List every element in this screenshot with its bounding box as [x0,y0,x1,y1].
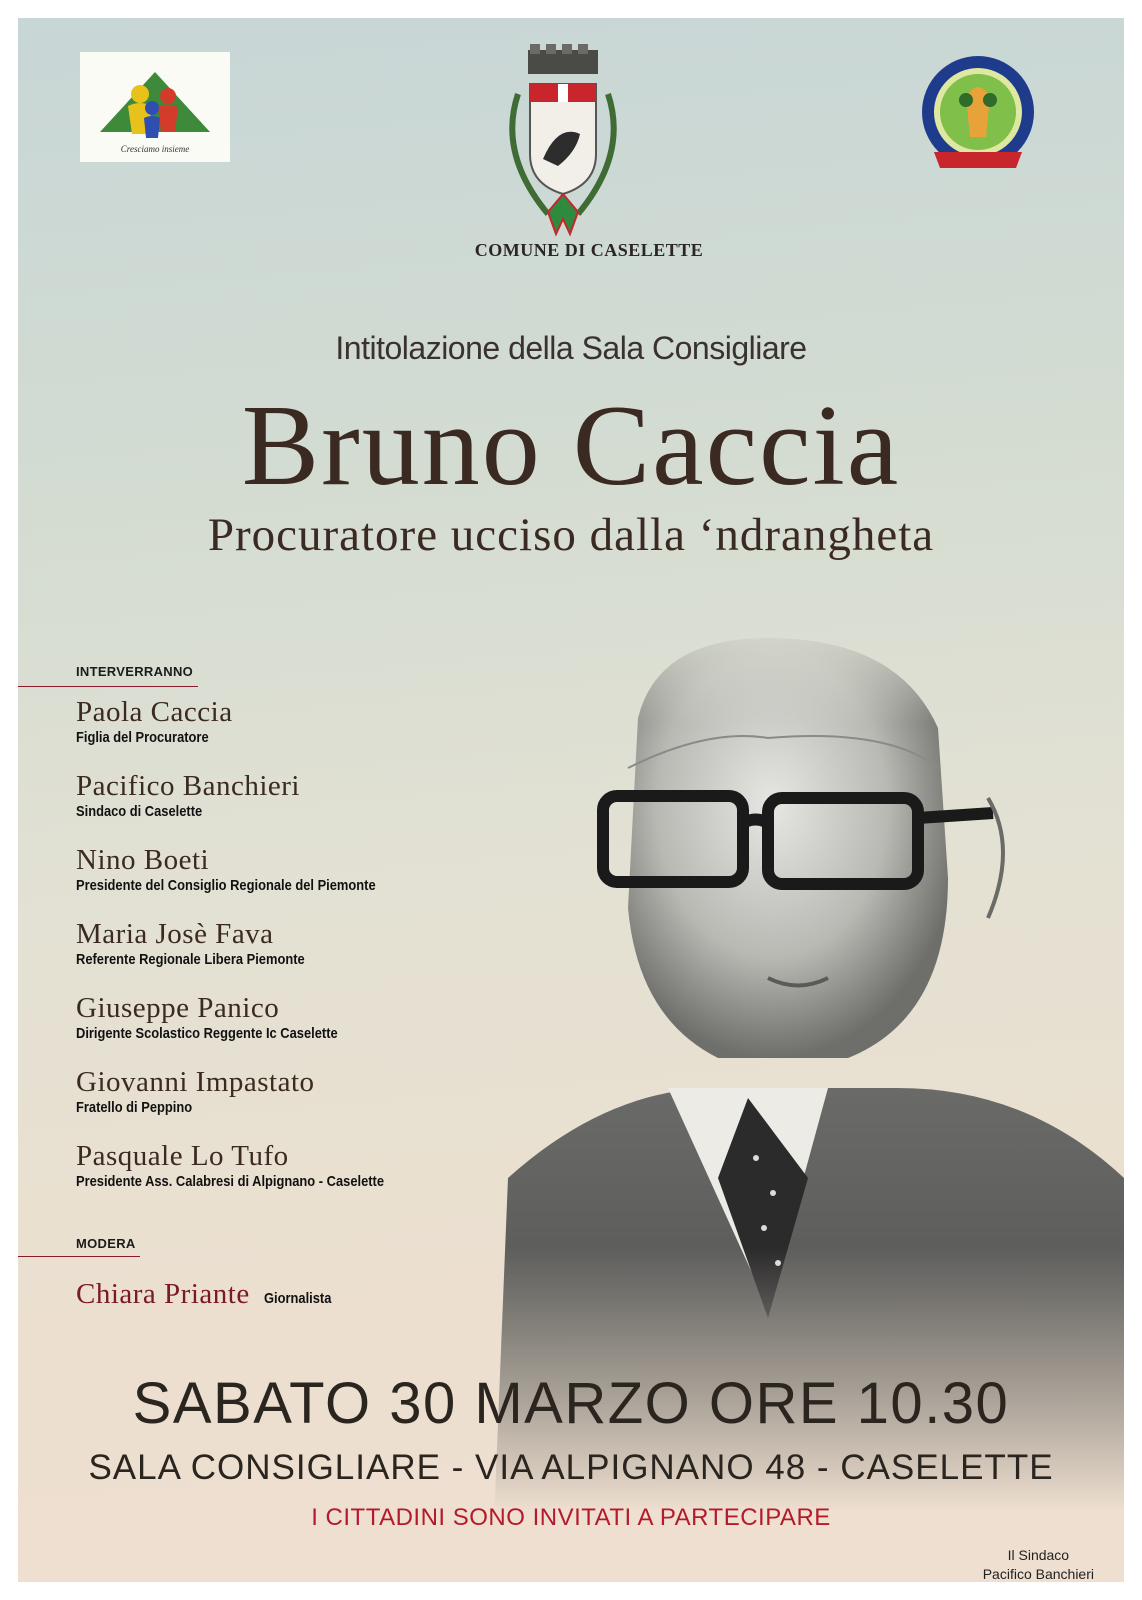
moderator-label: MODERA [76,1236,136,1251]
speaker-name: Giuseppe Panico [76,992,280,1024]
comune-name: COMUNE DI CASELETTE [474,240,704,260]
speaker-role: Referente Regionale Libera Piemonte [76,951,305,968]
moderator-name: Chiara Priante [76,1278,250,1310]
speaker-name: Maria Josè Fava [76,918,274,950]
speaker-name: Giovanni Impastato [76,1066,315,1098]
association-logo [916,52,1040,176]
event-title: Bruno Caccia [241,382,901,510]
signature-name: Pacifico Banchieri [982,1566,1094,1582]
coat-of-arms-icon [488,44,638,238]
event-intro: Intitolazione della Sala Consigliare [335,330,807,366]
speakers-list [76,696,576,1214]
speaker-name: Nino Boeti [76,844,210,876]
speaker-role: Presidente Ass. Calabresi di Alpignano - Caselette [76,1173,385,1190]
speaker-name: Paola Caccia [76,696,233,728]
speaker-role: Fratello di Peppino [76,1099,193,1116]
speaker-item [76,770,576,844]
event-date: SABATO 30 MARZO ORE 10.30 [132,1371,1010,1436]
speaker-role: Sindaco di Caselette [76,803,203,820]
speaker-item [76,844,576,918]
invitation-text: I CITTADINI SONO INVITATI A PARTECIPARE [311,1504,831,1531]
event-subtitle: Procuratore ucciso dalla ‘ndrangheta [207,509,935,561]
signature-title: Il Sindaco [1007,1547,1070,1563]
speakers-label: INTERVERRANNO [76,664,194,679]
speaker-name: Pasquale Lo Tufo [76,1140,289,1172]
signature [983,1546,1094,1582]
school-logo [80,52,230,162]
speaker-role: Figlia del Procuratore [76,729,209,746]
moderator [76,1278,343,1311]
speaker-name: Pacifico Banchieri [76,770,300,802]
speaker-item [76,1140,576,1214]
event-venue: SALA CONSIGLIARE - VIA ALPIGNANO 48 - CASELETTE [88,1448,1054,1487]
poster [18,18,1124,1582]
moderator-role: Giornalista [264,1290,332,1307]
speaker-item [76,992,576,1066]
speaker-item [76,696,576,770]
speaker-role: Dirigente Scolastico Reggente Ic Caselette [76,1025,338,1042]
moderator-divider [18,1256,140,1257]
speaker-item [76,918,576,992]
speaker-role: Presidente del Consiglio Regionale del Piemonte [76,877,376,894]
speakers-divider [18,686,198,687]
school-logo-caption: Cresciamo insieme [120,144,190,154]
speaker-item [76,1066,576,1140]
